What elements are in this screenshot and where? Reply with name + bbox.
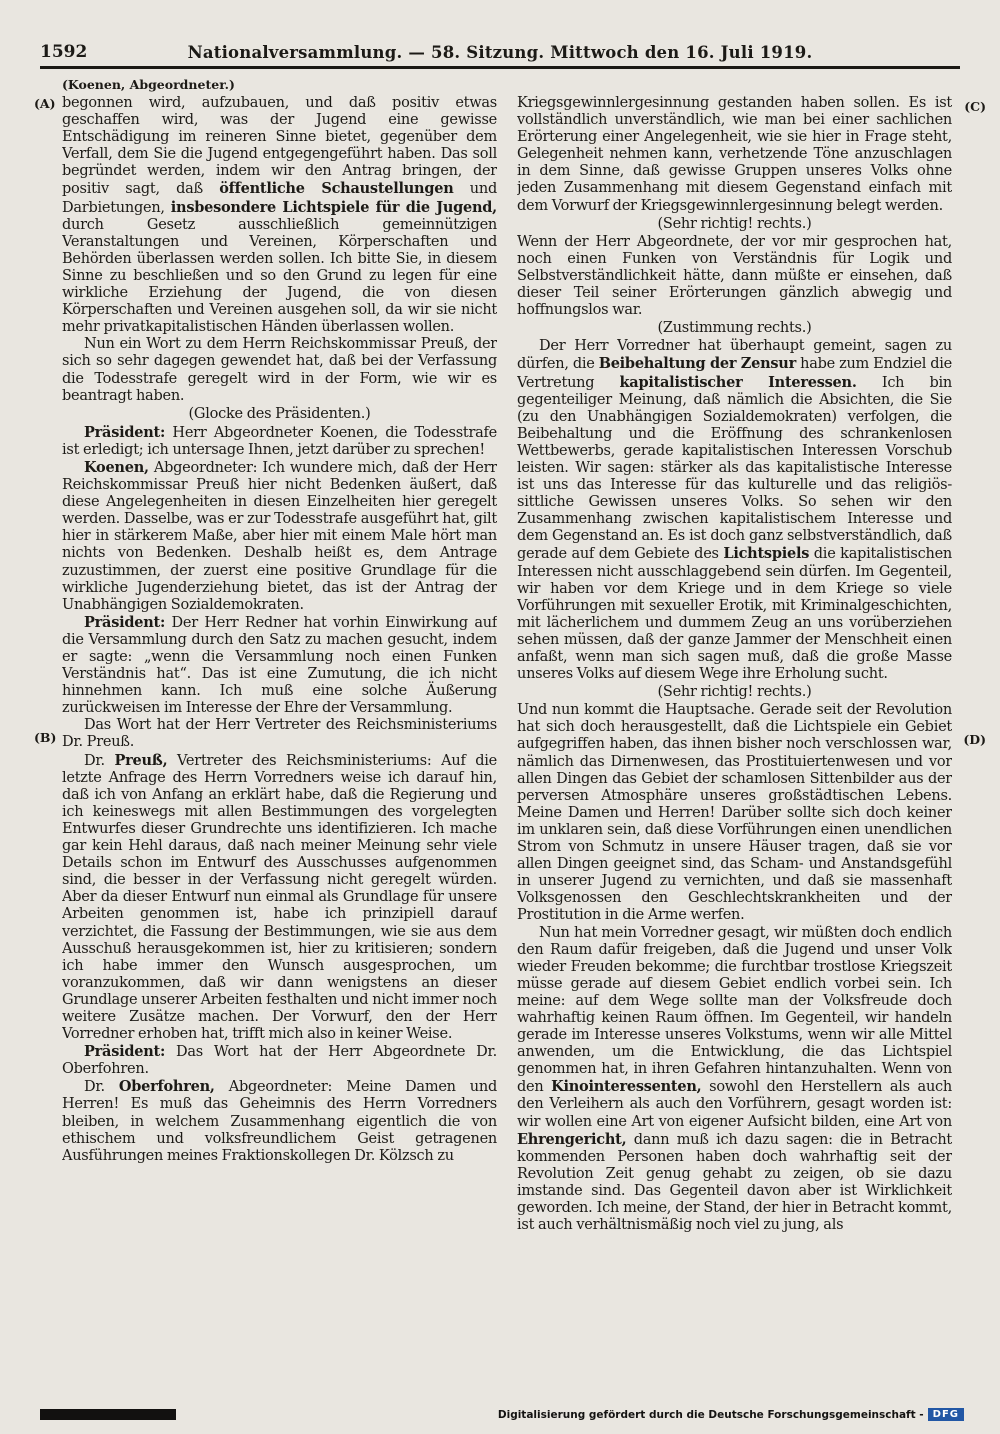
column-marker-d: (D) xyxy=(963,732,986,747)
paragraph: Präsident: Der Herr Redner hat vorhin Einwirkung auf die Versammlung durch den Satz zu machen gesucht, indem er sagte: „wenn die Versammlung noch einen Funken Verständnis hat“. Das ist eine Zumutung, die ich nicht hinnehmen kann. Ich muß eine solche Äußerung zurückweisen im Interesse der Ehre der Versammlung. xyxy=(62,613,497,717)
column-right xyxy=(517,95,952,1377)
stage-direction: (Zustimmung rechts.) xyxy=(657,320,812,337)
page-header-title: Nationalversammlung. — 58. Sitzung. Mittwoch den 16. Juli 1919. xyxy=(187,43,813,62)
text-columns xyxy=(62,95,952,1377)
paragraph: Wenn der Herr Abgeordnete, der vor mir gesprochen hat, noch einen Funken von Verständnis für Logik und Selbstverständlichkeit hätte, dann müßte er einsehen, daß dieser Teil seiner Erörterungen gänzlich abwegig und hoffnungslos war. xyxy=(517,233,952,319)
paragraph: Kriegsgewinnlergesinnung gestanden haben sollen. Es ist vollständlich unverständlich, wie man bei einer sachlichen Erörterung einer Angelegenheit, wie sie hier in Frage steht, Gelegenheit nehmen kann, verhetzende Töne anzuschlagen in dem Sinne, daß gewisse Gruppen unseres Volks ohne jeden Zusammenhang mit diesem Gegenstand einfach mit dem Vorwurf der Kriegsgewinnlergesinnung belegt werden. xyxy=(517,95,952,214)
paragraph: Dr. Preuß, Vertreter des Reichsministeriums: Auf die letzte Anfrage des Herrn Vorredners weise ich darauf hin, daß ich von Anfang an erklärt habe, daß die Regierung und ich keineswegs mit allen Bestimmungen des vorgelegten Entwurfes dieser Grundrechte uns identifizieren. Ich mache gar kein Hehl daraus, daß nach meiner Meinung sehr viele Details schon im Entwurf des Ausschusses aufgenommen sind, die besser in der Verfassung nicht geregelt würden. Aber da dieser Entwurf nun einmal als Grundlage für unsere Arbeiten genommen ist, habe ich prinzipiell darauf verzichtet, die Fassung der Bestimmungen, wie sie aus dem Ausschuß herausgekommen ist, hier zu kritisieren; sondern ich habe immer den Wunsch ausgesprochen, um voranzukommen, daß wir dann wenigstens an dieser Grundlage unserer Arbeiten festhalten und nicht immer noch weitere Zusätze machen. Der Vorwurf, den der Herr Vorredner erhoben hat, trifft mich also in keiner Weise. xyxy=(62,751,497,1043)
stage-direction: (Sehr richtig! rechts.) xyxy=(657,215,812,232)
column-marker-c: (C) xyxy=(964,99,986,114)
running-head-speaker: (Koenen, Abgeordneter.) xyxy=(62,77,235,92)
column-marker-b: (B) xyxy=(34,730,57,745)
header-rule xyxy=(40,66,960,69)
stage-direction: (Glocke des Präsidenten.) xyxy=(188,405,371,422)
paragraph: Präsident: Das Wort hat der Herr Abgeordnete Dr. Oberfohren. xyxy=(62,1043,497,1078)
paragraph: begonnen wird, aufzubauen, und daß positiv etwas geschaffen wird, was der Jugend eine gewisse Entschädigung im reineren Sinne bietet, gegenüber dem Verfall, dem Sie die Jugend entgegengeführt haben. Das soll begründet werden, indem wir den Antrag bringen, der positiv sagt, daß öffentliche Schaustellungen und Darbietungen, insbesondere Lichtspiele für die Jugend, durch Gesetz ausschließlich gemeinnützigen Veranstaltungen und Vereinen, Körperschaften und Behörden überlassen werden sollen. Ich bitte Sie, in diesem Sinne zu beschließen und so den Grund zu legen für eine wirkliche Erziehung der Jugend, die von diesen Körperschaften und Vereinen ausgehen soll, da wir sie nicht mehr privatkapitalistischen Händen überlassen wollen. xyxy=(62,95,497,336)
paragraph: Nun ein Wort zu dem Herrn Reichskommissar Preuß, der sich so sehr dagegen gewendet hat, daß bei der Verfassung die Todesstrafe geregelt wird in der Form, wie wir es beantragt haben. xyxy=(62,336,497,404)
page-number: 1592 xyxy=(40,42,88,62)
stage-direction: (Sehr richtig! rechts.) xyxy=(657,684,812,701)
column-left xyxy=(62,95,497,1377)
credit-text: Digitalisierung gefördert durch die Deutsche Forschungsgemeinschaft - xyxy=(497,1408,924,1421)
paragraph: Das Wort hat der Herr Vertreter des Reichsministeriums Dr. Preuß. xyxy=(62,717,497,751)
column-marker-a: (A) xyxy=(34,96,56,111)
paragraph: Präsident: Herr Abgeordneter Koenen, die Todesstrafe ist erledigt; ich untersage Ihnen, jetzt darüber zu sprechen! xyxy=(62,423,497,458)
paragraph: Dr. Oberfohren, Abgeordneter: Meine Damen und Herren! Es muß das Geheimnis des Herrn Vorredners bleiben, in welchem Zusammenhang eigentlich die von ethischem und volksfreundlichem Geist getragenen Ausführungen meines Fraktionskollegen Dr. Kölzsch zu xyxy=(62,1078,497,1164)
paragraph: Koenen, Abgeordneter: Ich wundere mich, daß der Herr Reichskommissar Preuß hier nicht Bedenken äußert, daß diese Angelegenheiten in diesen Einzelheiten hier geregelt werden. Dasselbe, was er zur Todesstrafe ausgeführt hat, gilt hier in stärkerem Maße, aber hier mit einem Male hört man nichts von Bedenken. Deshalb heißt es, dem Antrage zuzustimmen, der zuerst eine positive Grundlage für die wirkliche Jugenderziehung bietet, das ist der Antrag der Unabhängigen Sozialdemokraten. xyxy=(62,458,497,613)
paragraph: Nun hat mein Vorredner gesagt, wir müßten doch endlich den Raum dafür freigeben, daß die Jugend und unser Volk wieder Freuden bekomme; die furchtbar trostlose Kriegszeit müsse gerade auf diesem Gebiet endlich vorbei sein. Ich meine: auf dem Wege sollte man der Volksfreude doch wahrhaftig keinen Raum öffnen. Im Gegenteil, wir handeln gerade im Interesse unseres Volkstums, wenn wir alle Mittel anwenden, um die Entwicklung, die das Lichtspiel genommen hat, in ihren Gefahren hintanzuhalten. Wenn von den Kinointeressenten, sowohl den Herstellern als auch den Verleihern als auch den Vorführern, gesagt worden ist: wir wollen eine Art von eigener Aufsicht bilden, eine Art von Ehrengericht, dann muß ich dazu sagen: die in Betracht kommenden Personen haben doch wahrhaftig seit der Revolution Zeit genug gehabt zu zeigen, ob sie dazu imstande sind. Das Gegenteil davon aber ist Wirklichkeit geworden. Ich meine, der Stand, der hier in Betracht kommt, ist auch verhältnismäßig noch viel zu jung, als xyxy=(517,924,952,1234)
paragraph: Der Herr Vorredner hat überhaupt gemeint, sagen zu dürfen, die Beibehaltung der Zensur habe zum Endziel die Vertretung kapitalistischer Interessen. Ich bin gegenteiliger Meinung, daß nämlich die Absichten, die Sie (zu den Unabhängigen Sozialdemokraten) verfolgen, die Beibehaltung und die Eröffnung des schrankenlosen Wettbewerbs, gerade kapitalistischen Interessen Vorschub leisten. Wir sagen: stärker als das kapitalistische Interesse ist uns das Interesse für das kulturelle und das religiös-sittliche Gewissen unseres Volks. So sehen wir den Zusammenhang zwischen kapitalistischem Interesse und dem Gegenstand an. Es ist doch ganz selbstverständlich, daß gerade auf dem Gebiete des Lichtspiels die kapitalistischen Interessen nicht ausschlaggebend sein dürfen. Im Gegenteil, wir haben vor dem Kriege und in dem Kriege so viele Vorführungen mit sexueller Erotik, mit Kriminalgeschichten, mit lächerlichem und dummem Zeug an uns vorüberziehen sehen müssen, daß der ganze Jammer der Menschheit einen anfaßt, wenn man sich sagen muß, daß die große Masse unseres Volks auf diesem Wege ihre Erholung sucht. xyxy=(517,338,952,683)
digitization-credit xyxy=(498,1408,964,1421)
scan-calibration-bar xyxy=(40,1409,176,1420)
paragraph: Und nun kommt die Hauptsache. Gerade seit der Revolution hat sich doch herausgestellt, daß die Lichtspiele ein Gebiet aufgegriffen haben, das ihnen bisher noch verschlossen war, nämlich das Dirnenwesen, das Prostituiertenwesen und vor allen Dingen das Gebiet der schamlosen Sittenbilder aus der perversen Atmosphäre unseres großstädtischen Lebens. Meine Damen und Herren! Darüber sollte sich doch keiner im unklaren sein, daß diese Vorführungen einen unendlichen Strom von Schmutz in unsere Häuser tragen, daß sie vor allen Dingen geeignet sind, das Scham- und Anstandsgefühl in unserer Jugend zu vernichten, und daß sie massenhaft Volksgenossen den Geschlechtskrankheiten und der Prostitution in die Arme werfen. xyxy=(517,702,952,924)
dfg-logo: DFG xyxy=(928,1408,964,1421)
